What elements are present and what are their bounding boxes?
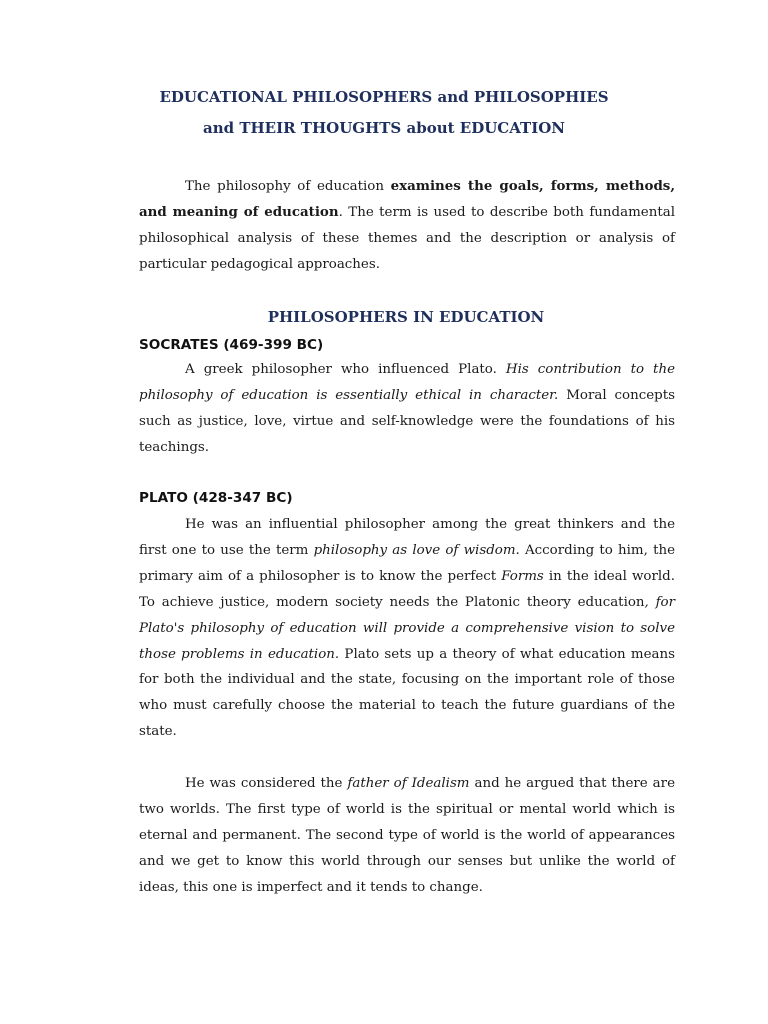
socrates-text: A greek philosopher who influenced Plato. [185, 362, 506, 377]
intro-bold-text: examines the goals, forms, methods, and meaning of education [139, 178, 676, 220]
plato-paragraph-2 [139, 771, 675, 901]
socrates-paragraph [139, 357, 675, 461]
plato-p1-italic-2: Forms [501, 568, 544, 584]
plato-p1-italic-1: philosophy as love of wisdom. [313, 542, 520, 558]
socrates-heading: SOCRATES (469-399 BC) [139, 337, 324, 353]
document-title-line-1: EDUCATIONAL PHILOSOPHERS and PHILOSOPHIES [159, 88, 609, 106]
intro-text-cont: . The term is used to describe both fundamental philosophical analysis of these themes and the description or analysis of particular pedagogical approaches. [139, 204, 675, 272]
socrates-italic-text: His contribution to the philosophy of education is essentially ethical in character. [139, 362, 675, 403]
plato-paragraph-1 [139, 512, 675, 745]
socrates-text-cont: Moral concepts such as justice, love, virtue and self-knowledge were the foundations of his teachings. [139, 387, 675, 455]
plato-p2-text-1: He was considered the [185, 776, 348, 791]
plato-p1-italic-3: , for Plato's philosophy of education will provide a comprehensive vision to solve those problems in education. [139, 594, 676, 662]
plato-p1-text-3: in the ideal world. To achieve justice, modern society needs the Platonic theory education [139, 568, 675, 610]
section-heading: PHILOSOPHERS IN EDUCATION [267, 308, 545, 326]
plato-p1-text-1: He was an influential philosopher among the great thinkers and the first one to use the term [139, 517, 675, 558]
plato-p2-italic-1: father of Idealism [347, 776, 470, 791]
intro-paragraph [139, 174, 675, 278]
plato-heading: PLATO (428-347 BC) [139, 490, 293, 506]
plato-p1-text-2: According to him, the primary aim of a philosopher is to know the perfect [139, 542, 675, 584]
document-title-line-2: and THEIR THOUGHTS about EDUCATION [203, 119, 565, 137]
intro-text: The philosophy of education [185, 179, 391, 194]
plato-p1-text-4: Plato sets up a theory of what education means for both the individual and the state, focusing on the important role of those who must carefully choose the material to teach the future guardians of the state. [139, 646, 675, 740]
plato-p2-text-2: and he argued that there are two worlds. The first type of world is the spiritual or mental world which is eternal and permanent. The second type of world is the world of appearances and we get to know this world through our senses but unlike the world of ideas, this one is imperfect and it tends to change. [139, 776, 675, 895]
